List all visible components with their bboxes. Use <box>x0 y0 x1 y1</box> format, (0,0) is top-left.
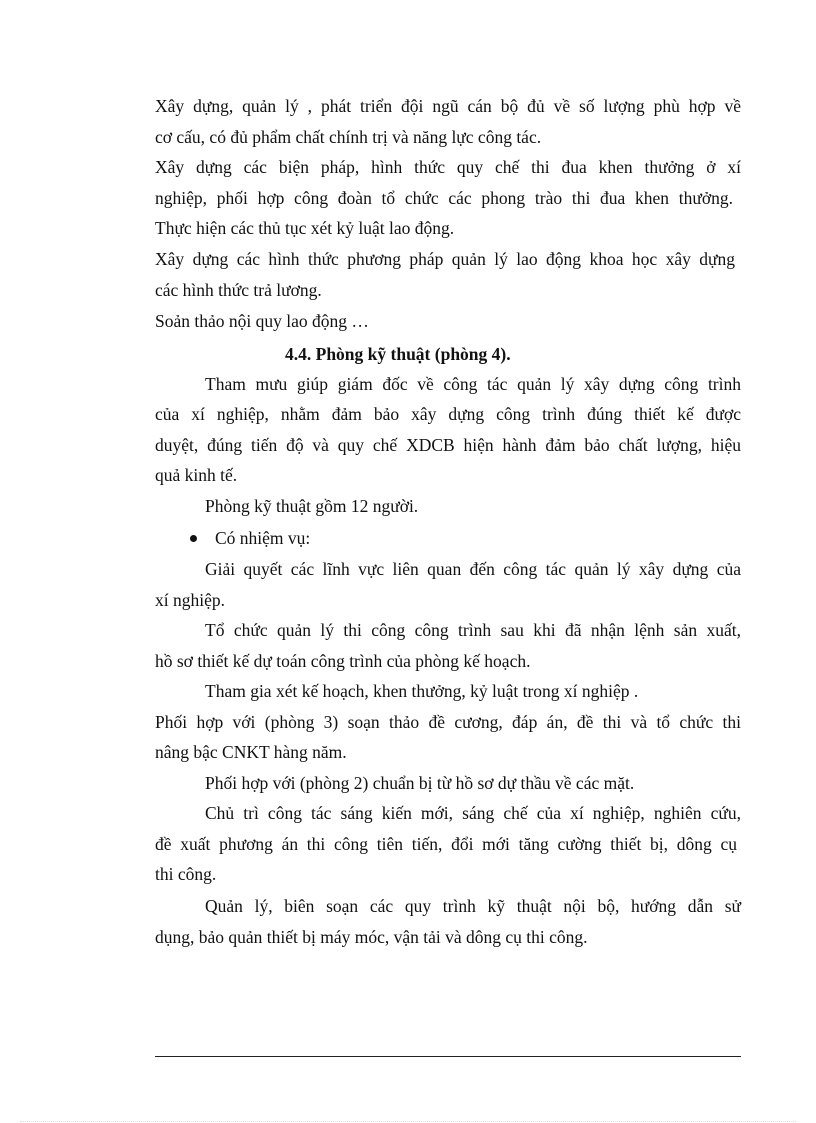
text-line: Xây dựng các biện pháp, hình thức quy chế thi đua khen thưởng ở xí <box>155 157 741 177</box>
text-line: Tổ chức quản lý thi công công trình sau khi đã nhận lệnh sản xuất, <box>205 620 741 640</box>
bullet-icon <box>190 535 197 542</box>
text-line: nâng bậc CNKT hàng năm. <box>155 742 347 762</box>
text-line: cơ cấu, có đủ phẩm chất chính trị và năng lực công tác. <box>155 127 542 147</box>
section-heading: 4.4. Phòng kỹ thuật (phòng 4). <box>285 344 511 364</box>
text-line: Giải quyết các lĩnh vực liên quan đến công tác quản lý xây dựng của <box>205 559 741 579</box>
text-line: thi công. <box>155 864 217 884</box>
text-line: Phòng kỹ thuật gồm 12 người. <box>205 496 419 516</box>
text-line: Thực hiện các thủ tục xét kỷ luật lao động. <box>155 218 455 238</box>
text-line: duyệt, đúng tiến độ và quy chế XDCB hiện hành đảm bảo chất lượng, hiệu <box>155 435 741 455</box>
text-line: Phối hợp với (phòng 2) chuẩn bị từ hồ sơ dự thầu về các mặt. <box>205 773 635 793</box>
text-line: Soản thảo nội quy lao động … <box>155 311 369 331</box>
footer-rule <box>155 1056 741 1057</box>
text-line: đề xuất phương án thi công tiên tiến, đổi mới tăng cường thiết bị, dông cụ <box>155 834 737 854</box>
text-line: Tham mưu giúp giám đốc về công tác quản lý xây dựng công trình <box>205 374 741 394</box>
text-line: dụng, bảo quản thiết bị máy móc, vận tải và dông cụ thi công. <box>155 927 588 947</box>
text-line: xí nghiệp. <box>155 590 225 610</box>
text-line: Chủ trì công tác sáng kiến mới, sáng chế của xí nghiệp, nghiên cứu, <box>205 803 741 823</box>
text-line: Tham gia xét kế hoạch, khen thưởng, kỷ luật trong xí nghiệp . <box>205 681 639 701</box>
text-line: Phối hợp với (phòng 3) soạn thảo đề cương, đáp án, đề thi và tổ chức thi <box>155 712 741 732</box>
bullet-text: Có nhiệm vụ: <box>215 528 311 548</box>
text-line: các hình thức trả lương. <box>155 280 322 300</box>
text-line: quả kinh tế. <box>155 465 238 485</box>
text-line: hồ sơ thiết kế dự toán công trình của phòng kế hoạch. <box>155 651 531 671</box>
text-line: của xí nghiệp, nhằm đảm bảo xây dựng công trình đúng thiết kế được <box>155 404 741 424</box>
text-line: Xây dựng, quản lý , phát triển đội ngũ cán bộ đủ về số lượng phù hợp về <box>155 96 741 116</box>
text-line: Xây dựng các hình thức phương pháp quản lý lao động khoa học xây dựng <box>155 249 735 269</box>
text-line: nghiệp, phối hợp công đoàn tổ chức các phong trào thi đua khen thưởng. <box>155 188 733 208</box>
page-edge-divider <box>20 1121 796 1122</box>
text-line: Quản lý, biên soạn các quy trình kỹ thuật nội bộ, hướng dẫn sử <box>205 896 741 916</box>
